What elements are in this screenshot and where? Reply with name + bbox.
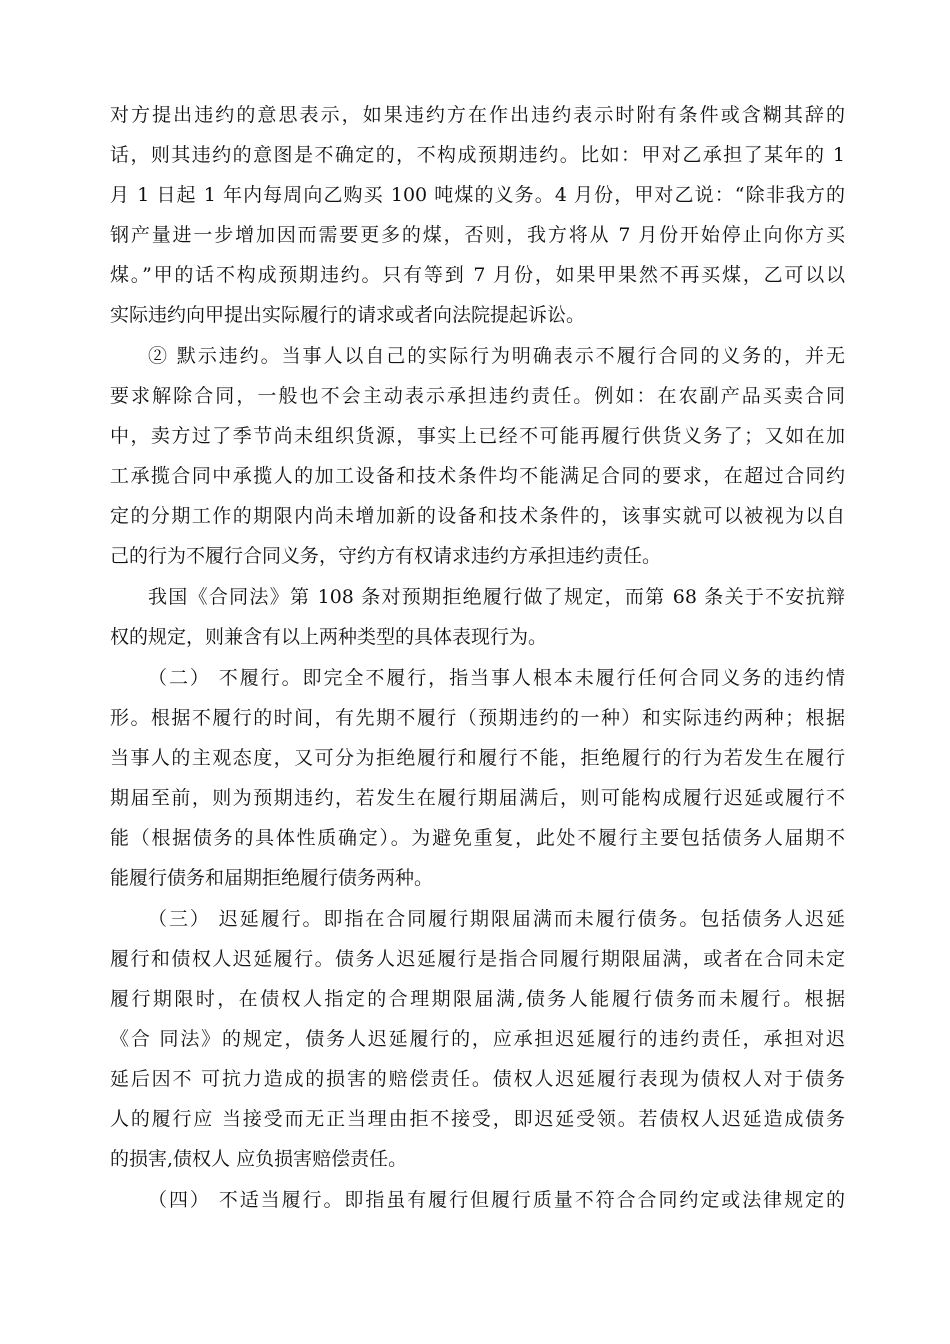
paragraph-line: （三） 迟延履行。即指在合同履行期限届满而未履行债务。包括债务人迟延 bbox=[148, 908, 845, 930]
paragraph-line: 人的履行应 当接受而无正当理由拒不接受，即迟延受领。若债权人迟延造成债务 bbox=[110, 1108, 845, 1130]
paragraph-line: （二） 不履行。即完全不履行，指当事人根本未履行任何合同义务的违约情 bbox=[148, 667, 845, 689]
paragraph-line: 能履行债务和届期拒绝履行债务两种。 bbox=[110, 867, 434, 889]
paragraph-line: 己的行为不履行合同义务，守约方有权请求违约方承担违约责任。 bbox=[110, 545, 662, 567]
paragraph-line: 履行期限时，在债权人指定的合理期限届满,债务人能履行债务而未履行。根据 bbox=[110, 988, 845, 1010]
paragraph-line: 能（根据债务的具体性质确定）。为避免重复，此处不履行主要包括债务人届期不 bbox=[110, 827, 845, 849]
paragraph-line: （四） 不适当履行。即指虽有履行但履行质量不符合合同约定或法律规定的 bbox=[148, 1189, 845, 1211]
paragraph-line: 煤。”甲的话不构成预期违约。只有等到 7 月份，如果甲果然不再买煤，乙可以以 bbox=[110, 264, 845, 286]
paragraph-line: 我国《合同法》第 108 条对预期拒绝履行做了规定，而第 68 条关于不安抗辩 bbox=[148, 586, 845, 608]
paragraph-line: 钢产量进一步增加因而需要更多的煤，否则，我方将从 7 月份开始停止向你方买 bbox=[110, 224, 845, 246]
paragraph-line: 延后因不 可抗力造成的损害的赔偿责任。债权人迟延履行表现为债权人对于债务 bbox=[110, 1068, 845, 1090]
paragraph-line: 月 1 日起 1 年内每周向乙购买 100 吨煤的义务。4 月份，甲对乙说：“除非我方的 bbox=[110, 184, 845, 206]
paragraph-line: 要求解除合同，一般也不会主动表示承担违约责任。例如：在农副产品买卖合同 bbox=[110, 385, 845, 407]
paragraph-line: ② 默示违约。当事人以自己的实际行为明确表示不履行合同的义务的，并无 bbox=[148, 345, 845, 367]
paragraph-line: 中，卖方过了季节尚未组织货源，事实上已经不可能再履行供货义务了；又如在加 bbox=[110, 425, 845, 447]
paragraph-line: 权的规定，则兼含有以上两种类型的具体表现行为。 bbox=[110, 626, 548, 648]
paragraph-line: 对方提出违约的意思表示，如果违约方在作出违约表示时附有条件或含糊其辞的 bbox=[110, 104, 845, 126]
paragraph-line: 履行和债权人迟延履行。债务人迟延履行是指合同履行期限届满，或者在合同未定 bbox=[110, 948, 845, 970]
paragraph-line: 期届至前，则为预期违约，若发生在履行期届满后，则可能构成履行迟延或履行不 bbox=[110, 787, 845, 809]
paragraph-line: 话，则其违约的意图是不确定的，不构成预期违约。比如：甲对乙承担了某年的 1 bbox=[110, 144, 845, 166]
paragraph-line: 实际违约向甲提出实际履行的请求或者向法院提起诉讼。 bbox=[110, 304, 586, 326]
paragraph-line: 当事人的主观态度，又可分为拒绝履行和履行不能，拒绝履行的行为若发生在履行 bbox=[110, 747, 845, 769]
paragraph-line: 的损害,债权人 应负损害赔偿责任。 bbox=[110, 1148, 408, 1170]
paragraph-line: 形。根据不履行的时间，有先期不履行（预期违约的一种）和实际违约两种；根据 bbox=[110, 707, 845, 729]
paragraph-line: 定的分期工作的期限内尚未增加新的设备和技术条件的，该事实就可以被视为以自 bbox=[110, 505, 845, 527]
paragraph-line: 工承揽合同中承揽人的加工设备和技术条件均不能满足合同的要求，在超过合同约 bbox=[110, 465, 845, 487]
paragraph-line: 《合 同法》的规定，债务人迟延履行的，应承担迟延履行的违约责任，承担对迟 bbox=[110, 1028, 845, 1050]
